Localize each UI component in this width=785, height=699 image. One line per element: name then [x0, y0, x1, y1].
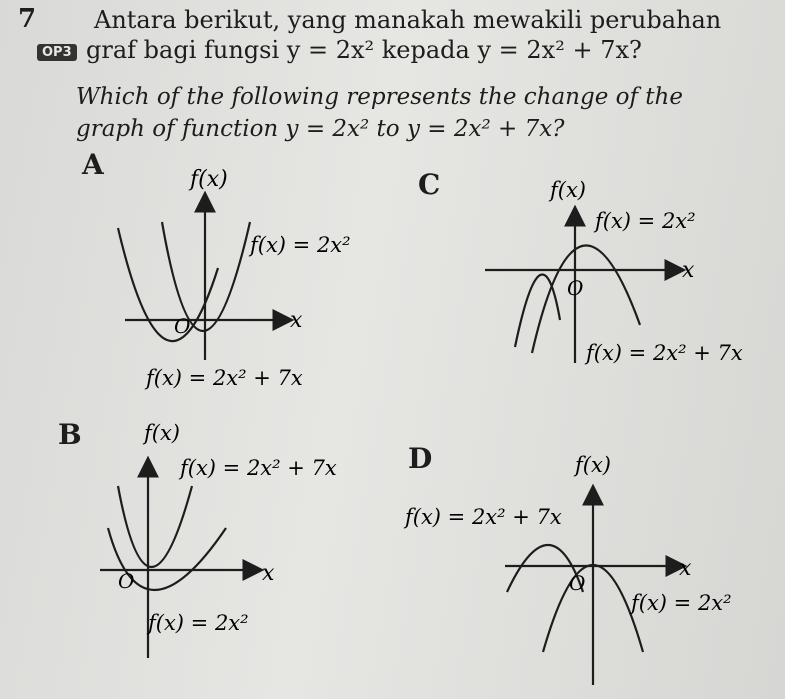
option-c-curve1-label: f(x) = 2x² [595, 209, 696, 233]
option-a-yaxis-label: f(x) [190, 167, 228, 192]
question-malay-line2: graf bagi fungsi y = 2x² kepada y = 2x² + 7x? [86, 36, 642, 64]
question-english-line1: Which of the following represents the change of the [76, 84, 683, 110]
option-a-graph [100, 160, 380, 400]
question-number: 7 [18, 4, 37, 34]
option-b-yaxis-label: f(x) [144, 421, 181, 445]
option-b-xaxis-label: x [262, 561, 275, 586]
question-code-badge: OP3 [37, 44, 77, 61]
option-a-curve1-label: f(x) = 2x² [250, 233, 351, 257]
option-a-label[interactable]: A [82, 148, 104, 181]
option-c-yaxis-label: f(x) [550, 178, 587, 202]
option-c-graph [460, 175, 760, 395]
option-d-graph [405, 450, 765, 690]
option-c-curve2-label: f(x) = 2x² + 7x [586, 341, 743, 365]
option-d-label[interactable]: D [408, 442, 433, 475]
option-b-origin: O [118, 569, 135, 593]
option-c-curve-2x2-plus-7x [515, 274, 560, 347]
option-b-curve-2x2 [118, 486, 192, 567]
option-a-curve-2x2-plus-7x [118, 228, 218, 341]
option-d-origin: O [569, 571, 586, 595]
option-c-label[interactable]: C [418, 168, 441, 201]
option-c-curve-2x2 [532, 245, 640, 353]
question-english-line2: graph of function y = 2x² to y = 2x² + 7x? [76, 116, 565, 142]
option-b-graph [100, 420, 360, 660]
option-b-label[interactable]: B [58, 418, 82, 451]
option-c-xaxis-label: x [682, 258, 695, 283]
option-a-curve2-label: f(x) = 2x² + 7x [146, 366, 303, 390]
option-b-curve1-label: f(x) = 2x² + 7x [180, 456, 337, 480]
option-b-curve2-label: f(x) = 2x² [148, 611, 249, 635]
option-d-xaxis-label: x [679, 556, 692, 581]
option-d-curve2-label: f(x) = 2x² [631, 591, 732, 615]
option-a-xaxis-label: x [290, 308, 303, 333]
option-a-origin: O [174, 314, 191, 338]
question-malay-line1: Antara berikut, yang manakah mewakili perubahan [94, 6, 722, 34]
option-d-yaxis-label: f(x) [575, 453, 612, 477]
option-c-origin: O [567, 276, 584, 300]
option-d-curve1-label: f(x) = 2x² + 7x [405, 505, 562, 529]
